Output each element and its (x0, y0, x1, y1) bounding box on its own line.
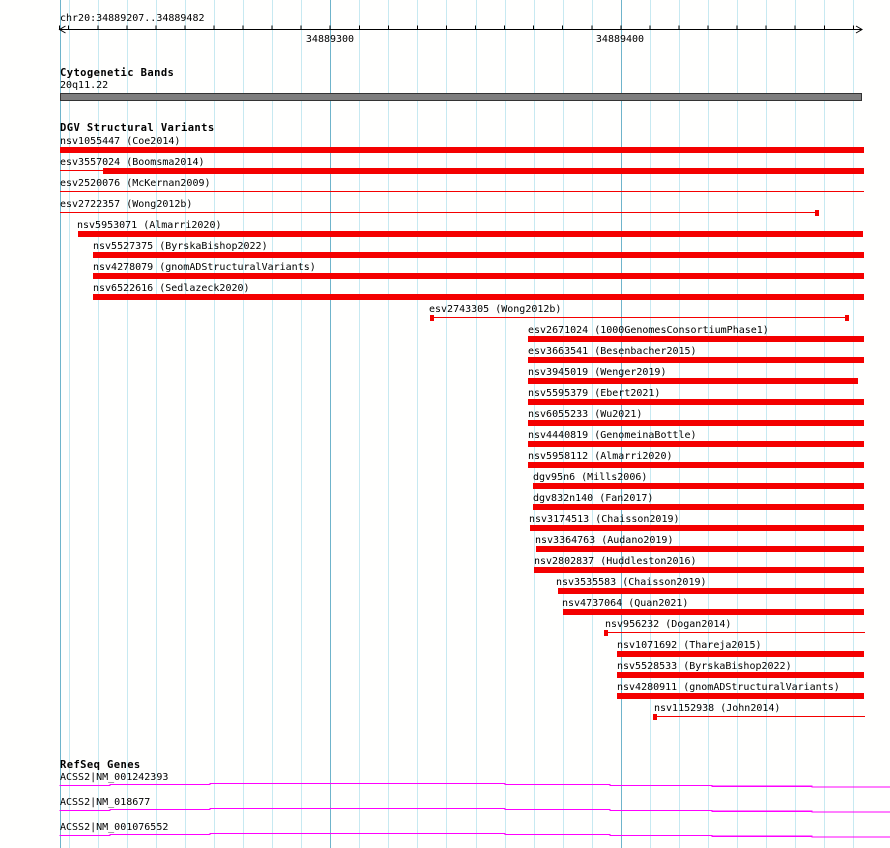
variant-label: esv2520076 (McKernan2009) (60, 178, 211, 189)
gene-transcript-line[interactable] (60, 834, 890, 838)
variant-label: nsv956232 (Dogan2014) (605, 619, 732, 630)
refseq-track-header: RefSeq Genes (60, 759, 141, 771)
cytoband-label: 20q11.22 (60, 80, 109, 91)
variant-label: nsv5953071 (Almarri2020) (77, 220, 222, 231)
variant-label: nsv3945019 (Wenger2019) (528, 367, 667, 378)
cytogenetic-bands-header: Cytogenetic Bands (60, 67, 175, 79)
variant-label: nsv2802837 (Huddleston2016) (534, 556, 697, 567)
variant-label: esv3557024 (Boomsma2014) (60, 157, 205, 168)
variant-label: nsv5527375 (ByrskaBishop2022) (93, 241, 268, 252)
variant-label: nsv4440819 (GenomeinaBottle) (528, 430, 697, 441)
variant-label: nsv3364763 (Audano2019) (535, 535, 674, 546)
variant-label: nsv6055233 (Wu2021) (528, 409, 643, 420)
variant-label: dgv95n6 (Mills2006) (533, 472, 648, 483)
variant-label: nsv5958112 (Almarri2020) (528, 451, 673, 462)
ruler-tick-label: 34889300 (305, 34, 355, 45)
variant-label: dgv832n140 (Fan2017) (533, 493, 654, 504)
variant-label: nsv4280911 (gnomADStructuralVariants) (617, 682, 840, 693)
variant-label: nsv5528533 (ByrskaBishop2022) (617, 661, 792, 672)
variant-label: nsv1152938 (John2014) (654, 703, 781, 714)
ruler-tick-label: 34889400 (595, 34, 645, 45)
variant-label: nsv3174513 (Chaisson2019) (529, 514, 680, 525)
variant-label: esv2743305 (Wong2012b) (429, 304, 562, 315)
variant-label: esv2722357 (Wong2012b) (60, 199, 193, 210)
gene-transcript-line[interactable] (60, 809, 890, 813)
gene-transcript-line[interactable] (60, 784, 890, 788)
variant-label: nsv5595379 (Ebert2021) (528, 388, 661, 399)
variant-label: esv2671024 (1000GenomesConsortiumPhase1) (528, 325, 769, 336)
variant-label: nsv4278079 (gnomADStructuralVariants) (93, 262, 316, 273)
variant-label: nsv6522616 (Sedlazeck2020) (93, 283, 250, 294)
variant-label: nsv1055447 (Coe2014) (60, 136, 181, 147)
gene-label: ACSS2|NM_001076552 (60, 822, 169, 833)
dgv-track-header: DGV Structural Variants (60, 122, 215, 134)
variant-label: nsv1071692 (Thareja2015) (617, 640, 762, 651)
variant-label: nsv3535583 (Chaisson2019) (556, 577, 707, 588)
region-title: chr20:34889207..34889482 (60, 13, 205, 24)
variant-label: esv3663541 (Besenbacher2015) (528, 346, 697, 357)
gene-label: ACSS2|NM_018677 (60, 797, 151, 808)
variant-label: nsv4737064 (Quan2021) (562, 598, 689, 609)
gene-label: ACSS2|NM_001242393 (60, 772, 169, 783)
